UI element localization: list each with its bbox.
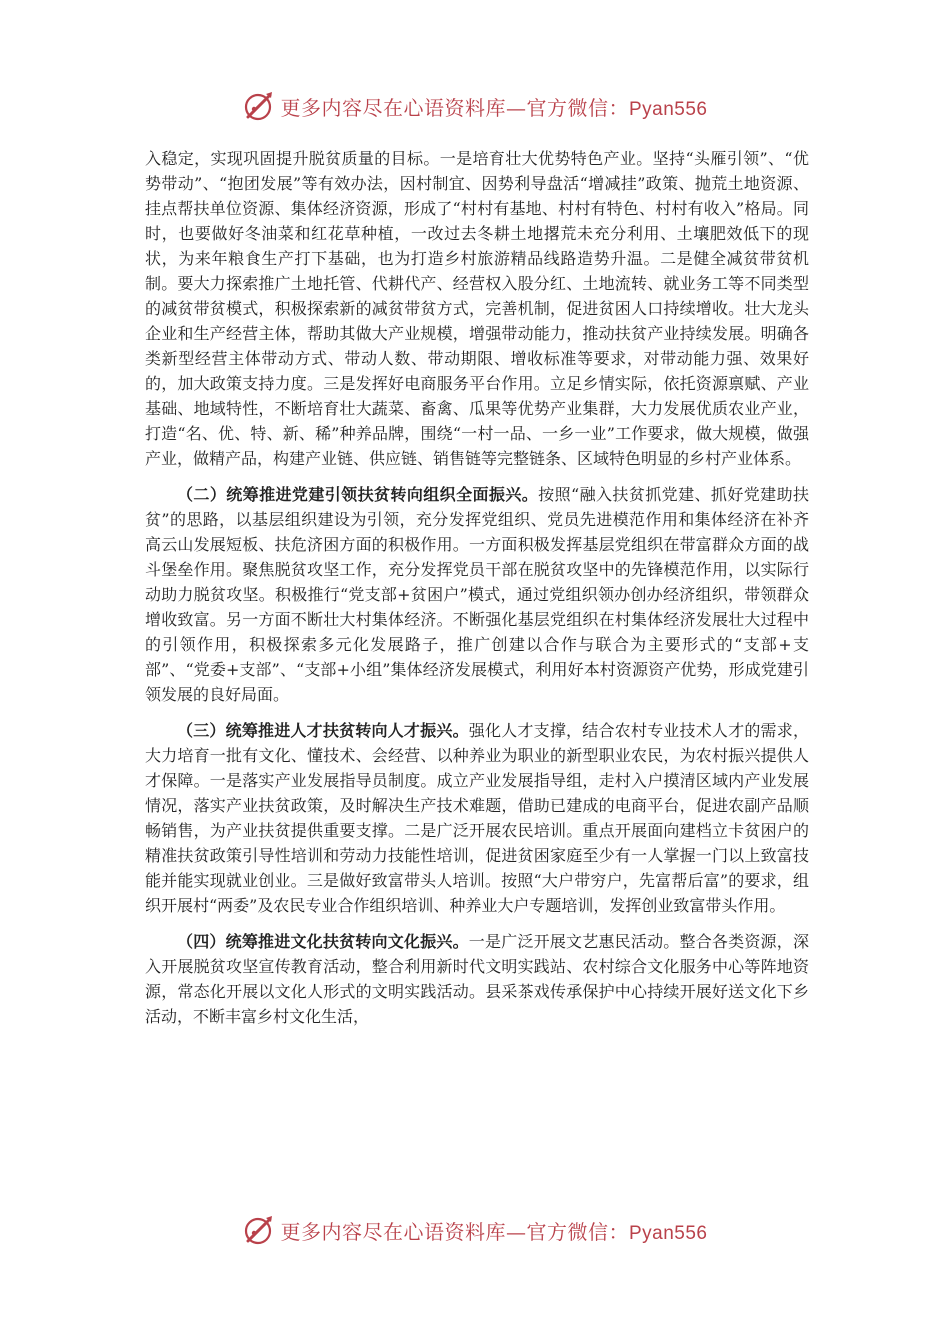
paragraph-2 bbox=[145, 482, 809, 707]
paragraph-4-heading: （四）统筹推进文化扶贫转向文化振兴。 bbox=[177, 932, 469, 951]
paragraph-1-text: 入稳定，实现巩固提升脱贫质量的目标。一是培育壮大优势特色产业。坚持“头雁引领”、“优势带动”、“抱团发展”等有效办法，因村制宜、因势利导盘活“增减挂”政策、抛荒土地资源、挂点帮扶单位资源、集体经济资源，形成了“村村有基地、村村有特色、村村有收入”格局。同时，也要做好冬油菜和红花草种植，一改过去冬耕土地撂荒未充分利用、土壤肥效低下的现状，为来年粮食生产打下基础，也为打造乡村旅游精品线路造势升温。二是健全减贫带贫机制。要大力探索推广土地托管、代耕代产、经营权入股分红、土地流转、就业务工等不同类型的减贫带贫模式，积极探索新的减贫带贫方式，完善机制，促进贫困人口持续增收。壮大龙头企业和生产经营主体，帮助其做大产业规模，增强带动能力，推动扶贫产业持续发展。明确各类新型经营主体带动方式、带动人数、带动期限、增收标准等要求，对带动能力强、效果好的，加大政策支持力度。三是发挥好电商服务平台作用。立足乡情实际，依托资源禀赋、产业基础、地域特性，不断培育壮大蔬菜、畜禽、瓜果等优势产业集群，大力发展优质农业产业，打造“名、优、特、新、稀”种养品牌，围绕“一村一品、一乡一业”工作要求，做大规模，做强产业，做精产品，构建产业链、供应链、销售链等完整链条、区域特色明显的乡村产业体系。 bbox=[145, 149, 809, 468]
watermark-label: 更多内容尽在心语资料库—官方微信： bbox=[280, 95, 629, 120]
watermark-text bbox=[280, 92, 707, 121]
paragraph-4 bbox=[145, 929, 809, 1029]
watermark-label: 更多内容尽在心语资料库—官方微信： bbox=[280, 1219, 629, 1244]
footer-watermark bbox=[0, 1210, 950, 1250]
watermark-wechat-id: Pyan556 bbox=[628, 98, 708, 120]
document-body bbox=[145, 146, 809, 1040]
paragraph-4-text: 一是广泛开展文艺惠民活动。整合各类资源，深入开展脱贫攻坚宣传教育活动，整合利用新时代文明实践站、农村综合文化服务中心等阵地资源，常态化开展以文化人形式的文明实践活动。县采茶戏传承保护中心持续开展好送文化下乡活动，不断丰富乡村文化生活， bbox=[145, 932, 809, 1026]
pen-logo-icon bbox=[242, 1213, 276, 1247]
watermark-wechat-id: Pyan556 bbox=[628, 1222, 708, 1244]
paragraph-2-text: 按照“融入扶贫抓党建、抓好党建助扶贫”的思路，以基层组织建设为引领，充分发挥党组织、党员先进模范作用和集体经济在补齐高云山发展短板、扶危济困方面的积极作用。一方面积极发挥基层党组织在带富群众方面的战斗堡垒作用。聚焦脱贫攻坚工作，充分发挥党员干部在脱贫攻坚中的先锋模范作用，以实际行动助力脱贫攻坚。积极推行“党支部+贫困户”模式，通过党组织领办创办经济组织，带领群众增收致富。另一方面不断壮大村集体经济。不断强化基层党组织在村集体经济发展壮大过程中的引领作用，积极探索多元化发展路子，推广创建以合作与联合为主要形式的“支部+支部”、“党委+支部”、“支部+小组”集体经济发展模式，利用好本村资源资产优势，形成党建引领发展的良好局面。 bbox=[145, 485, 809, 704]
paragraph-3-text: 强化人才支撑，结合农村专业技术人才的需求，大力培育一批有文化、懂技术、会经营、以种养业为职业的新型职业农民，为农村振兴提供人才保障。一是落实产业发展指导员制度。成立产业发展指导组，走村入户摸清区域内产业发展情况，落实产业扶贫政策，及时解决生产技术难题，借助已建成的电商平台，促进农副产品顺畅销售，为产业扶贫提供重要支撑。二是广泛开展农民培训。重点开展面向建档立卡贫困户的精准扶贫政策引导性培训和劳动力技能性培训，促进贫困家庭至少有一人掌握一门以上致富技能并能实现就业创业。三是做好致富带头人培训。按照“大户带穷户，先富帮后富”的要求，组织开展村“两委”及农民专业合作组织培训、种养业大户专题培训，发挥创业致富带头作用。 bbox=[145, 721, 809, 915]
watermark-text bbox=[280, 1216, 707, 1245]
paragraph-3 bbox=[145, 718, 809, 918]
pen-logo-icon bbox=[242, 89, 276, 123]
paragraph-3-heading: （三）统筹推进人才扶贫转向人才振兴。 bbox=[177, 721, 469, 740]
paragraph-2-heading: （二）统筹推进党建引领扶贫转向组织全面振兴。 bbox=[177, 485, 539, 504]
header-watermark bbox=[0, 86, 950, 126]
paragraph-1 bbox=[145, 146, 809, 471]
